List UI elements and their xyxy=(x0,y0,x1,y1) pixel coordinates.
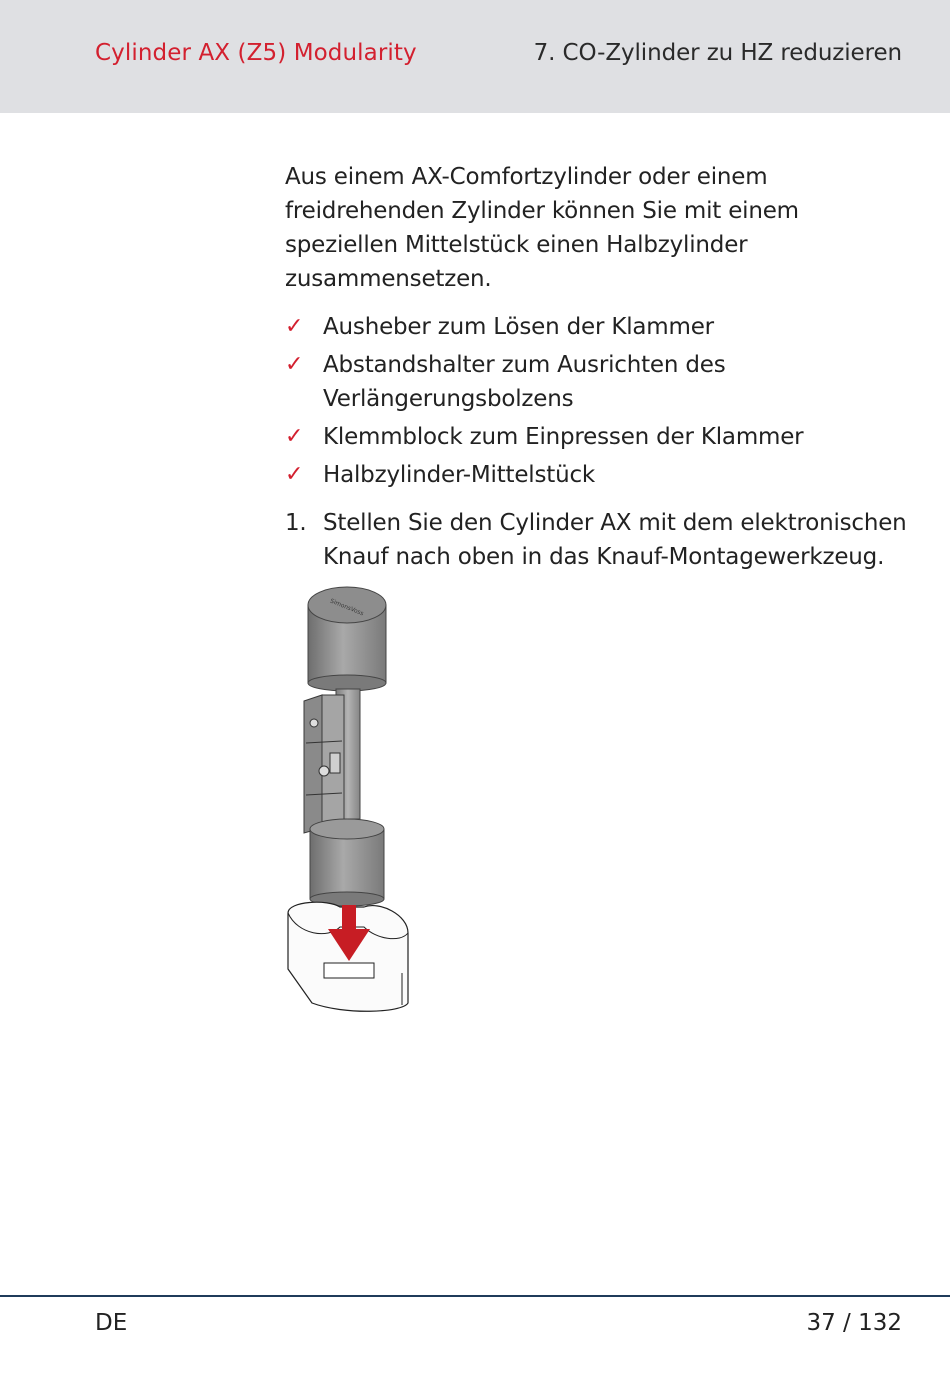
checklist-item-label: Abstandshalter zum Ausrichten des Verlängerungsbolzens xyxy=(323,352,726,412)
checklist-item xyxy=(285,458,915,492)
document-title: Cylinder AX (Z5) Modularity xyxy=(95,40,417,66)
checklist-item xyxy=(285,348,915,416)
main-content xyxy=(285,160,915,574)
instruction-steps xyxy=(285,506,915,574)
check-icon: ✓ xyxy=(285,314,304,339)
electronic-knob xyxy=(308,587,386,691)
step-text: Stellen Sie den Cylinder AX mit dem elektronischen Knauf nach oben in das Knauf-Montagewerkzeug. xyxy=(323,510,907,570)
checklist-item-label: Ausheber zum Lösen der Klammer xyxy=(323,314,714,340)
checklist-item xyxy=(285,310,915,344)
step-item xyxy=(285,506,915,574)
knob-brand-label: SimonsVoss xyxy=(329,597,365,618)
page-number: 37 / 132 xyxy=(806,1310,902,1336)
step-number: 1. xyxy=(285,510,307,536)
footer-divider xyxy=(0,1295,950,1297)
check-icon: ✓ xyxy=(285,424,304,449)
checklist-item-label: Halbzylinder-Mittelstück xyxy=(323,462,596,488)
intro-paragraph: Aus einem AX-Comfortzylinder oder einem freidrehenden Zylinder können Sie mit einem speziellen Mittelstück einen Halbzylinder zusammensetzen. xyxy=(285,164,799,292)
checklist-item-label: Klemmblock zum Einpressen der Klammer xyxy=(323,424,804,450)
cylinder-drawing xyxy=(284,583,414,1015)
cylinder-body xyxy=(304,695,344,833)
section-title: 7. CO-Zylinder zu HZ reduzieren xyxy=(533,40,902,66)
page-header xyxy=(0,0,950,113)
cylinder-illustration xyxy=(284,583,414,1015)
footer-language: DE xyxy=(95,1310,128,1336)
tool-checklist xyxy=(285,310,915,492)
check-icon: ✓ xyxy=(285,352,304,377)
mechanical-knob xyxy=(310,819,384,906)
check-icon: ✓ xyxy=(285,462,304,487)
checklist-item xyxy=(285,420,915,454)
